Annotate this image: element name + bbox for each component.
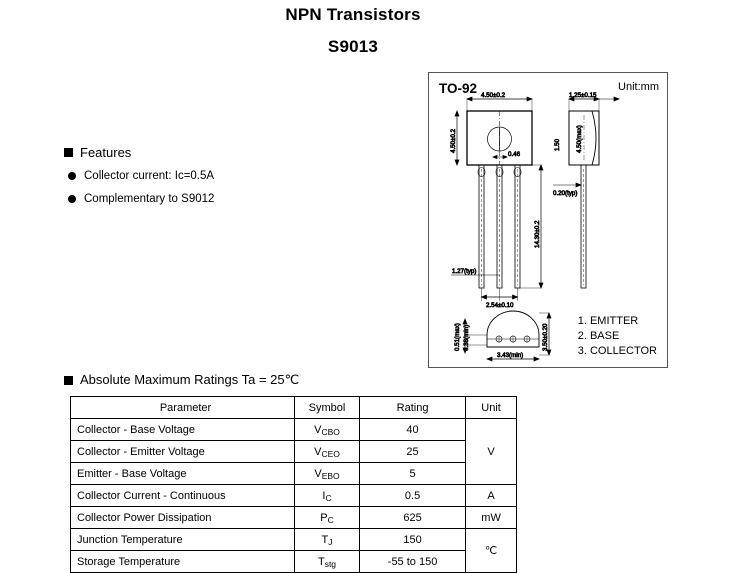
- table-row: [71, 419, 517, 441]
- column-header-symbol: Symbol: [295, 397, 360, 419]
- column-header-unit: Unit: [466, 397, 517, 419]
- svg-text:0.20(typ): 0.20(typ): [553, 190, 578, 197]
- package-outline-drawing: [428, 72, 668, 368]
- svg-text:1.25±0.15: 1.25±0.15: [569, 92, 597, 99]
- svg-text:0.38(min): 0.38(min): [463, 324, 470, 351]
- cell-unit: mW: [466, 507, 517, 529]
- cell-parameter: Collector - Base Voltage: [71, 419, 295, 441]
- cell-symbol: $V_{CEO}$: [295, 441, 360, 463]
- package-unit-note: Unit:mm: [618, 81, 659, 93]
- pin-legend: [578, 314, 657, 359]
- svg-text:14.30±0.2: 14.30±0.2: [534, 220, 541, 248]
- cell-symbol: $T_{stg}$: [295, 551, 360, 573]
- cell-symbol: $P_C$: [295, 507, 360, 529]
- pin-legend-item: 2. BASE: [577, 330, 620, 342]
- svg-text:1.50: 1.50: [554, 138, 561, 151]
- cell-rating: 25: [359, 441, 465, 463]
- cell-parameter: Junction Temperature: [71, 529, 295, 551]
- svg-text:0.46: 0.46: [508, 151, 521, 158]
- feature-text: Complementary to S9012: [84, 193, 215, 205]
- cell-rating: 5: [359, 463, 465, 485]
- table-header-row: [71, 397, 517, 419]
- pin-legend-item: 1. EMITTER: [577, 315, 639, 327]
- cell-parameter: Collector - Emitter Voltage: [71, 441, 295, 463]
- cell-symbol: $V_{CBO}$: [295, 419, 360, 441]
- table-row: [71, 463, 517, 485]
- column-header-parameter: Parameter: [71, 397, 295, 419]
- cell-symbol: $V_{EBO}$: [295, 463, 360, 485]
- page-title: NPN Transistors: [285, 5, 421, 24]
- svg-text:4.50±0.2: 4.50±0.2: [450, 128, 457, 153]
- ratings-heading: [64, 372, 299, 388]
- svg-text:0.51(max): 0.51(max): [454, 323, 461, 351]
- features-heading-label: Features: [80, 145, 132, 160]
- cell-rating: 40: [359, 419, 465, 441]
- round-bullet-icon: [68, 172, 76, 180]
- ratings-heading-label: Absolute Maximum Ratings Ta = 25℃: [80, 372, 300, 387]
- package-type-label: TO-92: [439, 81, 478, 96]
- list-item: [64, 170, 394, 182]
- cell-unit: ℃: [466, 529, 517, 573]
- feature-text: Collector current: Ic=0.5A: [84, 170, 215, 182]
- list-item: [64, 193, 394, 205]
- cell-rating: 150: [359, 529, 465, 551]
- cell-rating: 0.5: [359, 485, 465, 507]
- features-section: [64, 145, 394, 216]
- column-header-rating: Rating: [359, 397, 465, 419]
- table-body: [71, 419, 517, 573]
- cell-rating: 625: [359, 507, 465, 529]
- cell-unit: A: [466, 485, 517, 507]
- table-row: [71, 485, 517, 507]
- pin-legend-item: 3. COLLECTOR: [577, 345, 657, 357]
- part-number-title: S9013: [327, 37, 379, 56]
- cell-symbol: $I_C$: [295, 485, 360, 507]
- absolute-maximum-ratings-table: [70, 396, 517, 573]
- table-row: [71, 441, 517, 463]
- cell-symbol: $T_J$: [295, 529, 360, 551]
- svg-text:4.50±0.2: 4.50±0.2: [481, 92, 506, 99]
- svg-text:2.54±0.10: 2.54±0.10: [486, 302, 514, 309]
- svg-text:4.50(max): 4.50(max): [576, 125, 583, 153]
- svg-text:1.27(typ): 1.27(typ): [452, 268, 477, 275]
- cell-parameter: Emitter - Base Voltage: [71, 463, 295, 485]
- table-row: [71, 529, 517, 551]
- table-row: [71, 507, 517, 529]
- round-bullet-icon: [68, 195, 76, 203]
- svg-text:3.50±0.20: 3.50±0.20: [542, 323, 549, 351]
- cell-parameter: Collector Power Dissipation: [71, 507, 295, 529]
- cell-rating: -55 to 150: [359, 551, 465, 573]
- cell-parameter: Storage Temperature: [71, 551, 295, 573]
- square-bullet-icon: [64, 148, 73, 157]
- features-heading: [64, 145, 394, 160]
- cell-unit: V: [466, 419, 517, 485]
- svg-text:3.43(min): 3.43(min): [497, 352, 524, 359]
- cell-parameter: Collector Current - Continuous: [71, 485, 295, 507]
- square-bullet-icon: [64, 376, 73, 385]
